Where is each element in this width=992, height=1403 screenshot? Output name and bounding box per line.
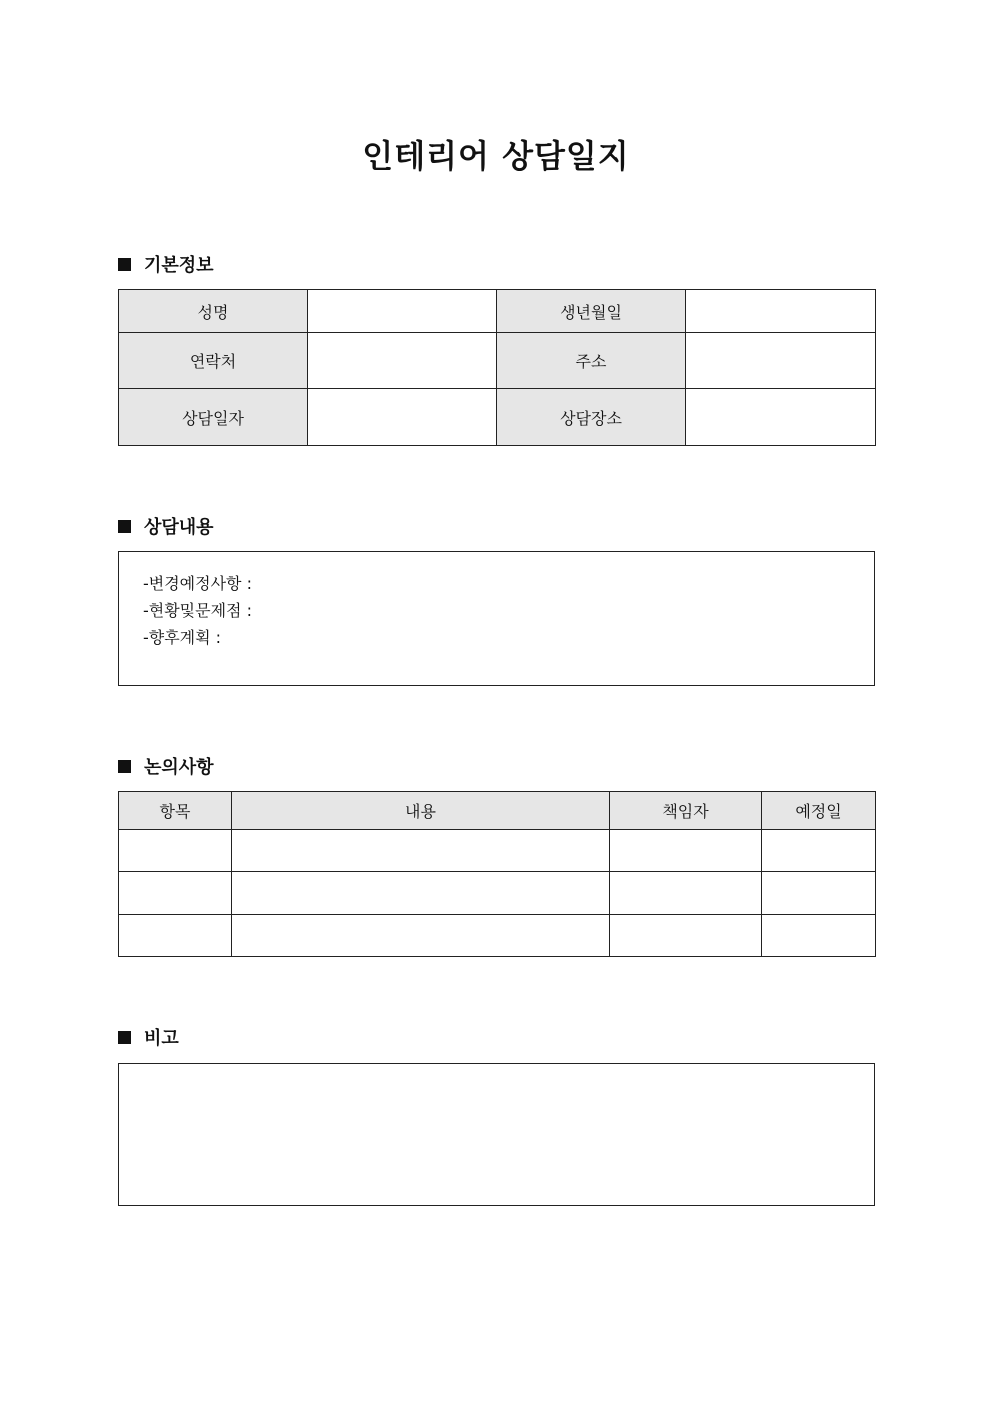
item-cell[interactable] (119, 915, 232, 957)
basic-info-heading (118, 251, 214, 277)
column-header-due-date: 예정일 (762, 792, 876, 830)
remarks-heading (118, 1024, 179, 1050)
owner-cell[interactable] (610, 830, 762, 872)
column-header-item: 항목 (119, 792, 232, 830)
discussion-table (118, 791, 876, 957)
square-bullet-icon (118, 1031, 131, 1044)
content-cell[interactable] (232, 872, 610, 915)
content-cell[interactable] (232, 915, 610, 957)
basic-info-heading-label: 기본정보 (144, 255, 214, 276)
table-header-row (119, 792, 876, 830)
table-row (119, 872, 876, 915)
consult-date-field[interactable] (308, 389, 497, 446)
table-row (119, 389, 876, 446)
due-date-cell[interactable] (762, 915, 876, 957)
discussion-heading (118, 753, 214, 779)
table-row (119, 915, 876, 957)
consult-place-field[interactable] (686, 389, 876, 446)
owner-cell[interactable] (610, 872, 762, 915)
name-label: 성명 (119, 290, 308, 333)
square-bullet-icon (118, 520, 131, 533)
address-label: 주소 (497, 333, 686, 389)
due-date-cell[interactable] (762, 872, 876, 915)
item-cell[interactable] (119, 872, 232, 915)
consult-place-label: 상담장소 (497, 389, 686, 446)
consult-content-box[interactable] (118, 551, 875, 686)
table-row (119, 333, 876, 389)
discussion-heading-label: 논의사항 (144, 757, 214, 778)
column-header-owner: 책임자 (610, 792, 762, 830)
future-plan-line: -향후계획 : (143, 628, 222, 647)
contact-label: 연락처 (119, 333, 308, 389)
name-field[interactable] (308, 290, 497, 333)
column-header-content: 내용 (232, 792, 610, 830)
current-issues-line: -현황및문제점 : (143, 601, 252, 620)
address-field[interactable] (686, 333, 876, 389)
birthdate-field[interactable] (686, 290, 876, 333)
consult-date-label: 상담일자 (119, 389, 308, 446)
contact-field[interactable] (308, 333, 497, 389)
consult-content-heading (118, 513, 214, 539)
item-cell[interactable] (119, 830, 232, 872)
table-row (119, 830, 876, 872)
consult-content-heading-label: 상담내용 (144, 517, 214, 538)
remarks-heading-label: 비고 (144, 1028, 179, 1049)
table-row (119, 290, 876, 333)
square-bullet-icon (118, 258, 131, 271)
birthdate-label: 생년월일 (497, 290, 686, 333)
due-date-cell[interactable] (762, 830, 876, 872)
owner-cell[interactable] (610, 915, 762, 957)
page-title: 인테리어 상담일지 (362, 137, 630, 175)
square-bullet-icon (118, 760, 131, 773)
planned-changes-line: -변경예정사항 : (143, 574, 252, 593)
basic-info-table (118, 289, 876, 446)
content-cell[interactable] (232, 830, 610, 872)
remarks-box[interactable] (118, 1063, 875, 1206)
